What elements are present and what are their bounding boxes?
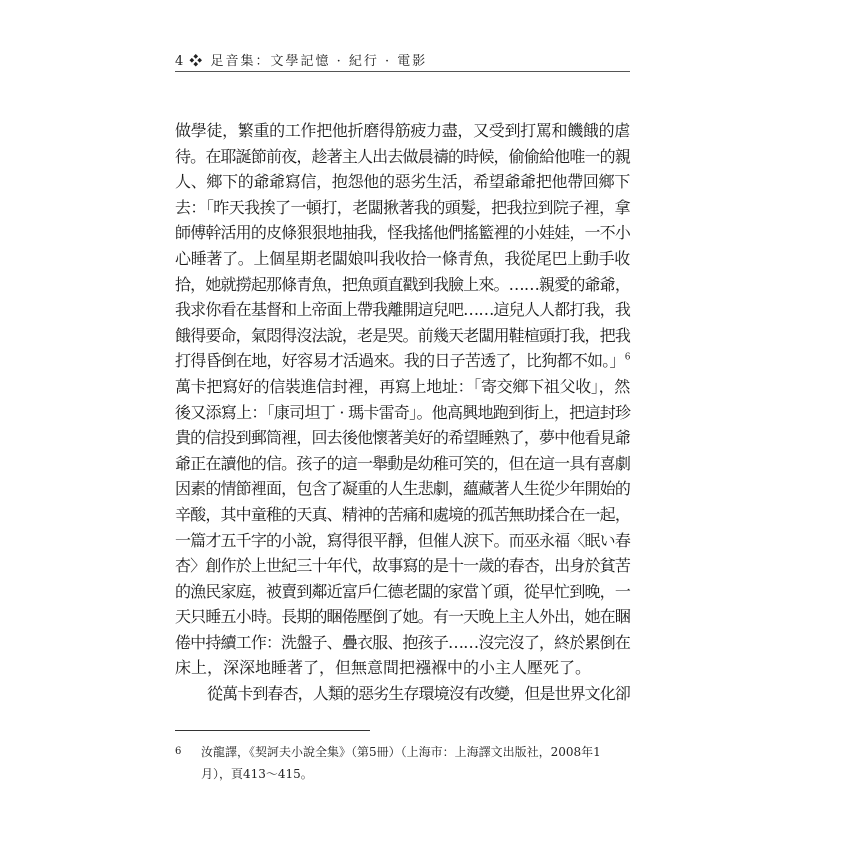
footnote-text-line1: 汝龍譯，《契訶夫小說全集》（第5冊）（上海市：上海譯文出版社，2008年1 [201, 745, 601, 759]
footnote-rule [175, 730, 370, 731]
text-line: 倦中持續工作：洗盤子、疊衣服、抱孩子……沒完沒了，終於累倒在 [175, 632, 631, 652]
text-line: 天只睡五小時。長期的睏倦壓倒了她。有一天晚上主人外出，她在睏 [175, 607, 631, 627]
text-line: 杏〉創作於上世紀三十年代，故事寫的是十一歲的春杏，出身於貧苦 [175, 556, 631, 576]
text-line: 待。在耶誕節前夜，趁著主人出去做晨禱的時候，偷偷給他唯一的親 [175, 146, 631, 166]
running-title: 足音集：文學記憶 · 紀行 · 電影 [210, 54, 428, 69]
text-line: 餓得要命，氣悶得沒法說，老是哭。前幾天老闆用鞋楦頭打我，把我 [175, 325, 631, 345]
text-line-with-footnote [175, 348, 630, 374]
text-line: 拾，她就撈起那條青魚，把魚頭直戳到我臉上來。……親愛的爺爺， [175, 274, 631, 294]
ornament-icon: ❖ [189, 54, 205, 69]
text-line: 因素的情節裡面，包含了凝重的人生悲劇，蘊藏著人生從少年開始的 [175, 479, 631, 499]
footnote [175, 741, 630, 785]
footnote-number: 6 [175, 746, 182, 757]
text-line: 心睡著了。上個星期老闆娘叫我收拾一條青魚，我從尾巴上動手收 [175, 248, 631, 268]
text-line: 師傅幹活用的皮條狠狠地抽我，怪我搖他們搖籃裡的小娃娃，一不小 [175, 223, 631, 243]
text-line: 床上，深深地睡著了，但無意間把襁褓中的小主人壓死了。 [175, 658, 592, 678]
footnote-marker[interactable]: 6 [624, 353, 630, 364]
paragraph-start-line: 從萬卡到春杏，人類的惡劣生存環境沒有改變，但是世界文化卻 [207, 684, 631, 704]
text-line: 打得昏倒在地，好容易才活過來。我的日子苦透了，比狗都不如。」 [175, 351, 625, 371]
text-line: 做學徒，繁重的工作把他折磨得筋疲力盡，又受到打罵和饑餓的虐 [175, 121, 631, 140]
running-header [175, 50, 630, 69]
text-line: 辛酸，其中童稚的天真、精神的苦痛和處境的孤苦無助揉合在一起， [175, 504, 631, 524]
text-line: 爺正在讀他的信。孩子的這一舉動是幼稚可笑的，但在這一具有喜劇 [175, 453, 631, 473]
text-line: 的漁民家庭，被賣到鄰近富戶仁德老闆的家當丫頭，從早忙到晚，一 [175, 581, 631, 601]
footnote-text-line2: 月），頁413～415。 [201, 767, 313, 781]
text-line: 去：「昨天我挨了一頓打，老闆揪著我的頭髮，把我拉到院子裡，拿 [175, 197, 631, 217]
text-line: 萬卡把寫好的信裝進信封裡，再寫上地址：「寄交鄉下祖父收」，然 [175, 376, 631, 396]
text-line: 一篇才五千字的小說，寫得很平靜，但催人淚下。而巫永福〈眠い春 [175, 530, 631, 550]
text-line: 後又添寫上：「康司坦丁 · 瑪卡雷奇」。他高興地跑到街上，把這封珍 [175, 402, 631, 422]
page-number: 4 [175, 54, 186, 69]
header-rule [175, 71, 630, 72]
text-line: 我求你看在基督和上帝面上帶我離開這兒吧……這兒人人都打我，我 [175, 300, 631, 320]
body-text [175, 118, 630, 707]
text-line: 貴的信投到郵筒裡，回去後他懷著美好的希望睡熟了，夢中他看見爺 [175, 428, 631, 448]
text-line: 人、鄉下的爺爺寫信，抱怨他的惡劣生活，希望爺爺把他帶回鄉下 [175, 172, 631, 192]
